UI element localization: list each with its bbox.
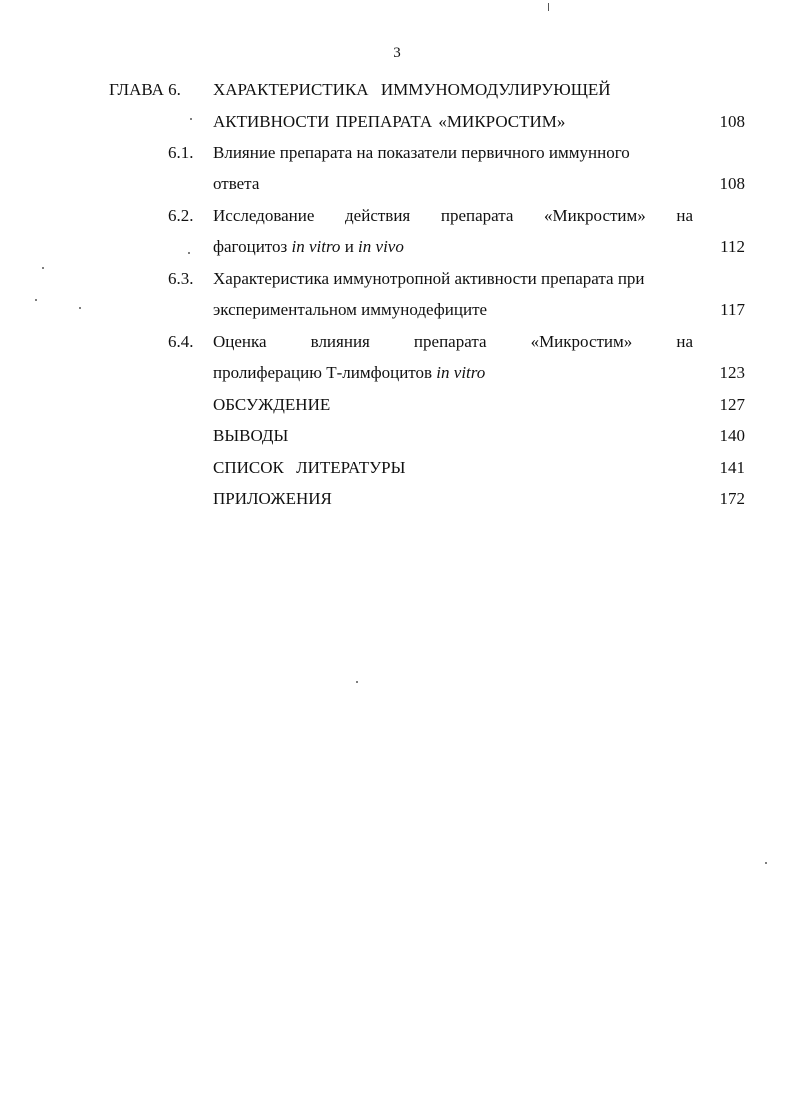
backmatter-page: 172 — [719, 489, 745, 508]
scan-speck — [765, 862, 767, 864]
backmatter-title: ВЫВОДЫ — [213, 426, 289, 445]
toc-word: на — [676, 206, 694, 225]
section-title-line2 — [213, 237, 404, 257]
section-number: 6.3. — [168, 269, 194, 288]
toc-italic-text: in vivo — [358, 237, 404, 256]
toc-italic-text: in vitro — [291, 237, 341, 256]
section-title-line1 — [213, 332, 693, 352]
section-title-line2: экспериментальном иммунодефиците — [213, 300, 488, 319]
toc-word: действия — [345, 206, 411, 225]
toc-word: «Микростим» — [530, 332, 633, 351]
section-number: 6.4. — [168, 332, 194, 351]
toc-italic-text: in vitro — [436, 363, 486, 382]
scan-speck — [356, 681, 358, 683]
section-title-line1 — [213, 206, 693, 226]
section-page: 117 — [720, 300, 745, 319]
chapter-title-line2: АКТИВНОСТИ ПРЕПАРАТА «МИКРОСТИМ» — [213, 112, 566, 131]
backmatter-title: ОБСУЖДЕНИЕ — [213, 395, 331, 414]
toc-word: Исследование — [213, 206, 315, 225]
scan-speck — [188, 252, 190, 254]
scan-speck — [548, 3, 549, 11]
backmatter-title: СПИСОК ЛИТЕРАТУРЫ — [213, 458, 406, 477]
scan-speck — [79, 307, 81, 309]
section-number: 6.2. — [168, 206, 194, 225]
backmatter-page: 141 — [719, 458, 745, 477]
scan-speck — [42, 267, 44, 269]
section-title-line1: Характеристика иммунотропной активности препарата при — [213, 269, 645, 288]
toc-text: фагоцитоз — [213, 237, 288, 256]
toc-word: препарата — [413, 332, 487, 351]
section-title-line2: ответа — [213, 174, 260, 193]
toc-text: и — [344, 237, 354, 256]
scan-speck — [35, 299, 37, 301]
section-page: 108 — [719, 174, 745, 193]
toc-word: влияния — [310, 332, 370, 351]
backmatter-page: 140 — [719, 426, 745, 445]
section-title-line2 — [213, 363, 485, 383]
chapter-page: 108 — [719, 112, 745, 131]
toc-word: препарата — [440, 206, 514, 225]
chapter-label: ГЛАВА 6. — [109, 80, 181, 99]
backmatter-title: ПРИЛОЖЕНИЯ — [213, 489, 332, 508]
toc-word: на — [676, 332, 694, 351]
section-page: 123 — [719, 363, 745, 382]
scan-speck — [190, 118, 192, 120]
toc-word: Оценка — [213, 332, 267, 351]
section-number: 6.1. — [168, 143, 194, 162]
section-page: 112 — [720, 237, 745, 256]
page-number: 3 — [393, 45, 401, 61]
chapter-title-line1: ХАРАКТЕРИСТИКА ИММУНОМОДУЛИРУЮЩЕЙ — [213, 80, 611, 99]
toc-word: «Микростим» — [544, 206, 646, 225]
toc-text: пролиферацию Т-лимфоцитов — [213, 363, 433, 382]
backmatter-page: 127 — [719, 395, 745, 414]
section-title-line1: Влияние препарата на показатели первичного иммунного — [213, 143, 630, 162]
